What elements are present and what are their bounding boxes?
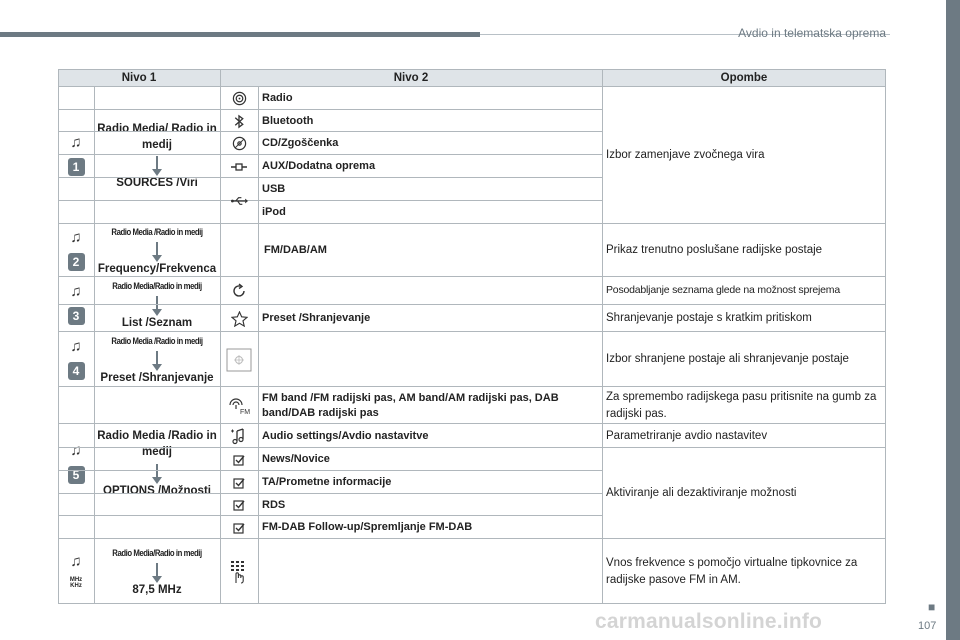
cd-icon xyxy=(220,132,258,155)
menu-item-rds: RDS xyxy=(262,498,286,511)
grid-line xyxy=(602,69,603,604)
grid-line xyxy=(58,69,59,604)
group-5-subtitle: OPTIONS /Možnosti xyxy=(103,484,211,497)
note-list-preset: Shranjevanje postaje s kratkim pritiskom xyxy=(606,312,812,325)
note-frequency: Prikaz trenutno poslušane radijske postaje xyxy=(606,244,823,257)
menu-item-radio: Radio xyxy=(262,92,293,105)
music-note-icon: ♫ xyxy=(70,441,82,459)
group-6-subtitle: 87,5 MHz xyxy=(132,583,182,596)
step-badge-1: 1 xyxy=(68,158,85,176)
note-list-refresh: Posodabljanje seznama glede na možnost sprejema xyxy=(606,284,840,297)
menu-item-cd: CD/Zgoščenka xyxy=(262,137,339,150)
fm-band-icon xyxy=(220,387,258,424)
group-4-title: Radio Media /Radio in medij xyxy=(111,336,203,347)
menu-item-usb: USB xyxy=(262,183,286,196)
menu-item-fm-dab-follow: FM-DAB Follow-up/Spremljanje FM-DAB xyxy=(262,521,473,534)
note-band: Za spremembo radijskega pasu pritisnite na gumb za radijski pas. xyxy=(606,390,877,420)
grid-line xyxy=(94,87,95,604)
group-4-subtitle: Preset /Shranjevanje xyxy=(100,371,214,384)
section-title: Avdio in telematska oprema xyxy=(738,26,886,40)
group-3-title: Radio Media/Radio in medij xyxy=(112,281,202,292)
note-frequency-input: Vnos frekvence s pomočjo virtualne tipkovnice za radijske pasove FM in AM. xyxy=(606,556,858,586)
header-level2: Nivo 2 xyxy=(393,72,429,84)
menu-item-preset: Preset /Shranjevanje xyxy=(262,312,371,325)
music-note-icon: ♫ xyxy=(70,134,82,151)
header-rule xyxy=(0,32,480,37)
note-preset: Izbor shranjene postaje ali shranjevanje postaje xyxy=(606,353,849,366)
checkbox-icon xyxy=(220,471,258,494)
group-1-subtitle: SOURCES /Viri xyxy=(116,177,198,190)
step-badge-2: 2 xyxy=(68,253,85,271)
table-header-row xyxy=(58,69,886,87)
menu-item-audio-settings: Audio settings/Avdio nastavitve xyxy=(262,429,429,442)
grid-line xyxy=(258,87,259,604)
group-2-title: Radio Media /Radio in medij xyxy=(111,227,203,238)
group-1-title: Radio Media/ Radio in medij xyxy=(97,122,217,151)
step-badge-3: 3 xyxy=(68,307,85,325)
aux-icon xyxy=(220,155,258,178)
radio-icon xyxy=(220,87,258,110)
page-bullet: ■ xyxy=(928,600,936,614)
note-options: Aktiviranje ali dezaktiviranje možnosti xyxy=(602,449,886,538)
menu-item-ipod: iPod xyxy=(262,206,286,219)
grid-line xyxy=(220,69,221,604)
note-sources: Izbor zamenjave zvočnega vira xyxy=(602,87,886,224)
menu-item-fm-dab-am: FM/DAB/AM xyxy=(264,244,327,257)
checkbox-icon xyxy=(220,516,258,539)
preset-box-icon xyxy=(220,332,258,387)
music-note-icon: ♫ xyxy=(70,338,82,355)
watermark: carmanualsonline.info xyxy=(595,610,823,633)
music-note-icon: ♫ xyxy=(70,229,82,246)
mhz-khz-icon: MHz KHz xyxy=(69,576,83,589)
menu-item-bluetooth: Bluetooth xyxy=(262,114,314,127)
page-number: 107 xyxy=(918,620,937,632)
step-badge-4: 4 xyxy=(68,362,85,380)
checkbox-icon xyxy=(220,494,258,516)
group-5-title: Radio Media /Radio in medij xyxy=(97,430,217,458)
music-note-icon: ♫ xyxy=(70,552,82,570)
header-level1: Nivo 1 xyxy=(121,72,157,84)
side-tab-bar xyxy=(946,0,960,640)
step-badge-5: 5 xyxy=(68,466,85,484)
audio-settings-icon xyxy=(220,424,258,448)
menu-item-news: News/Novice xyxy=(262,453,330,466)
header-notes: Opombe xyxy=(720,72,768,84)
group-3-subtitle: List /Seznam xyxy=(121,316,193,329)
grid-line xyxy=(885,69,886,604)
bluetooth-icon xyxy=(220,110,258,132)
group-6-title: Radio Media/Radio in medij xyxy=(112,548,202,559)
checkbox-icon xyxy=(220,448,258,471)
music-note-icon: ♫ xyxy=(70,283,82,300)
menu-item-aux: AUX/Dodatna oprema xyxy=(262,160,376,173)
menu-item-band: FM band /FM radijski pas, AM band/AM radijski pas, DAB band/DAB radijski pas xyxy=(262,391,559,419)
keypad-icon xyxy=(220,539,258,604)
refresh-icon xyxy=(220,277,258,305)
group-2-subtitle: Frequency/Frekvenca xyxy=(97,262,217,275)
menu-item-ta: TA/Prometne informacije xyxy=(262,476,392,489)
svg-text:FM: FM xyxy=(240,408,251,416)
star-icon xyxy=(220,305,258,332)
note-audio: Parametriranje avdio nastavitev xyxy=(606,429,768,442)
